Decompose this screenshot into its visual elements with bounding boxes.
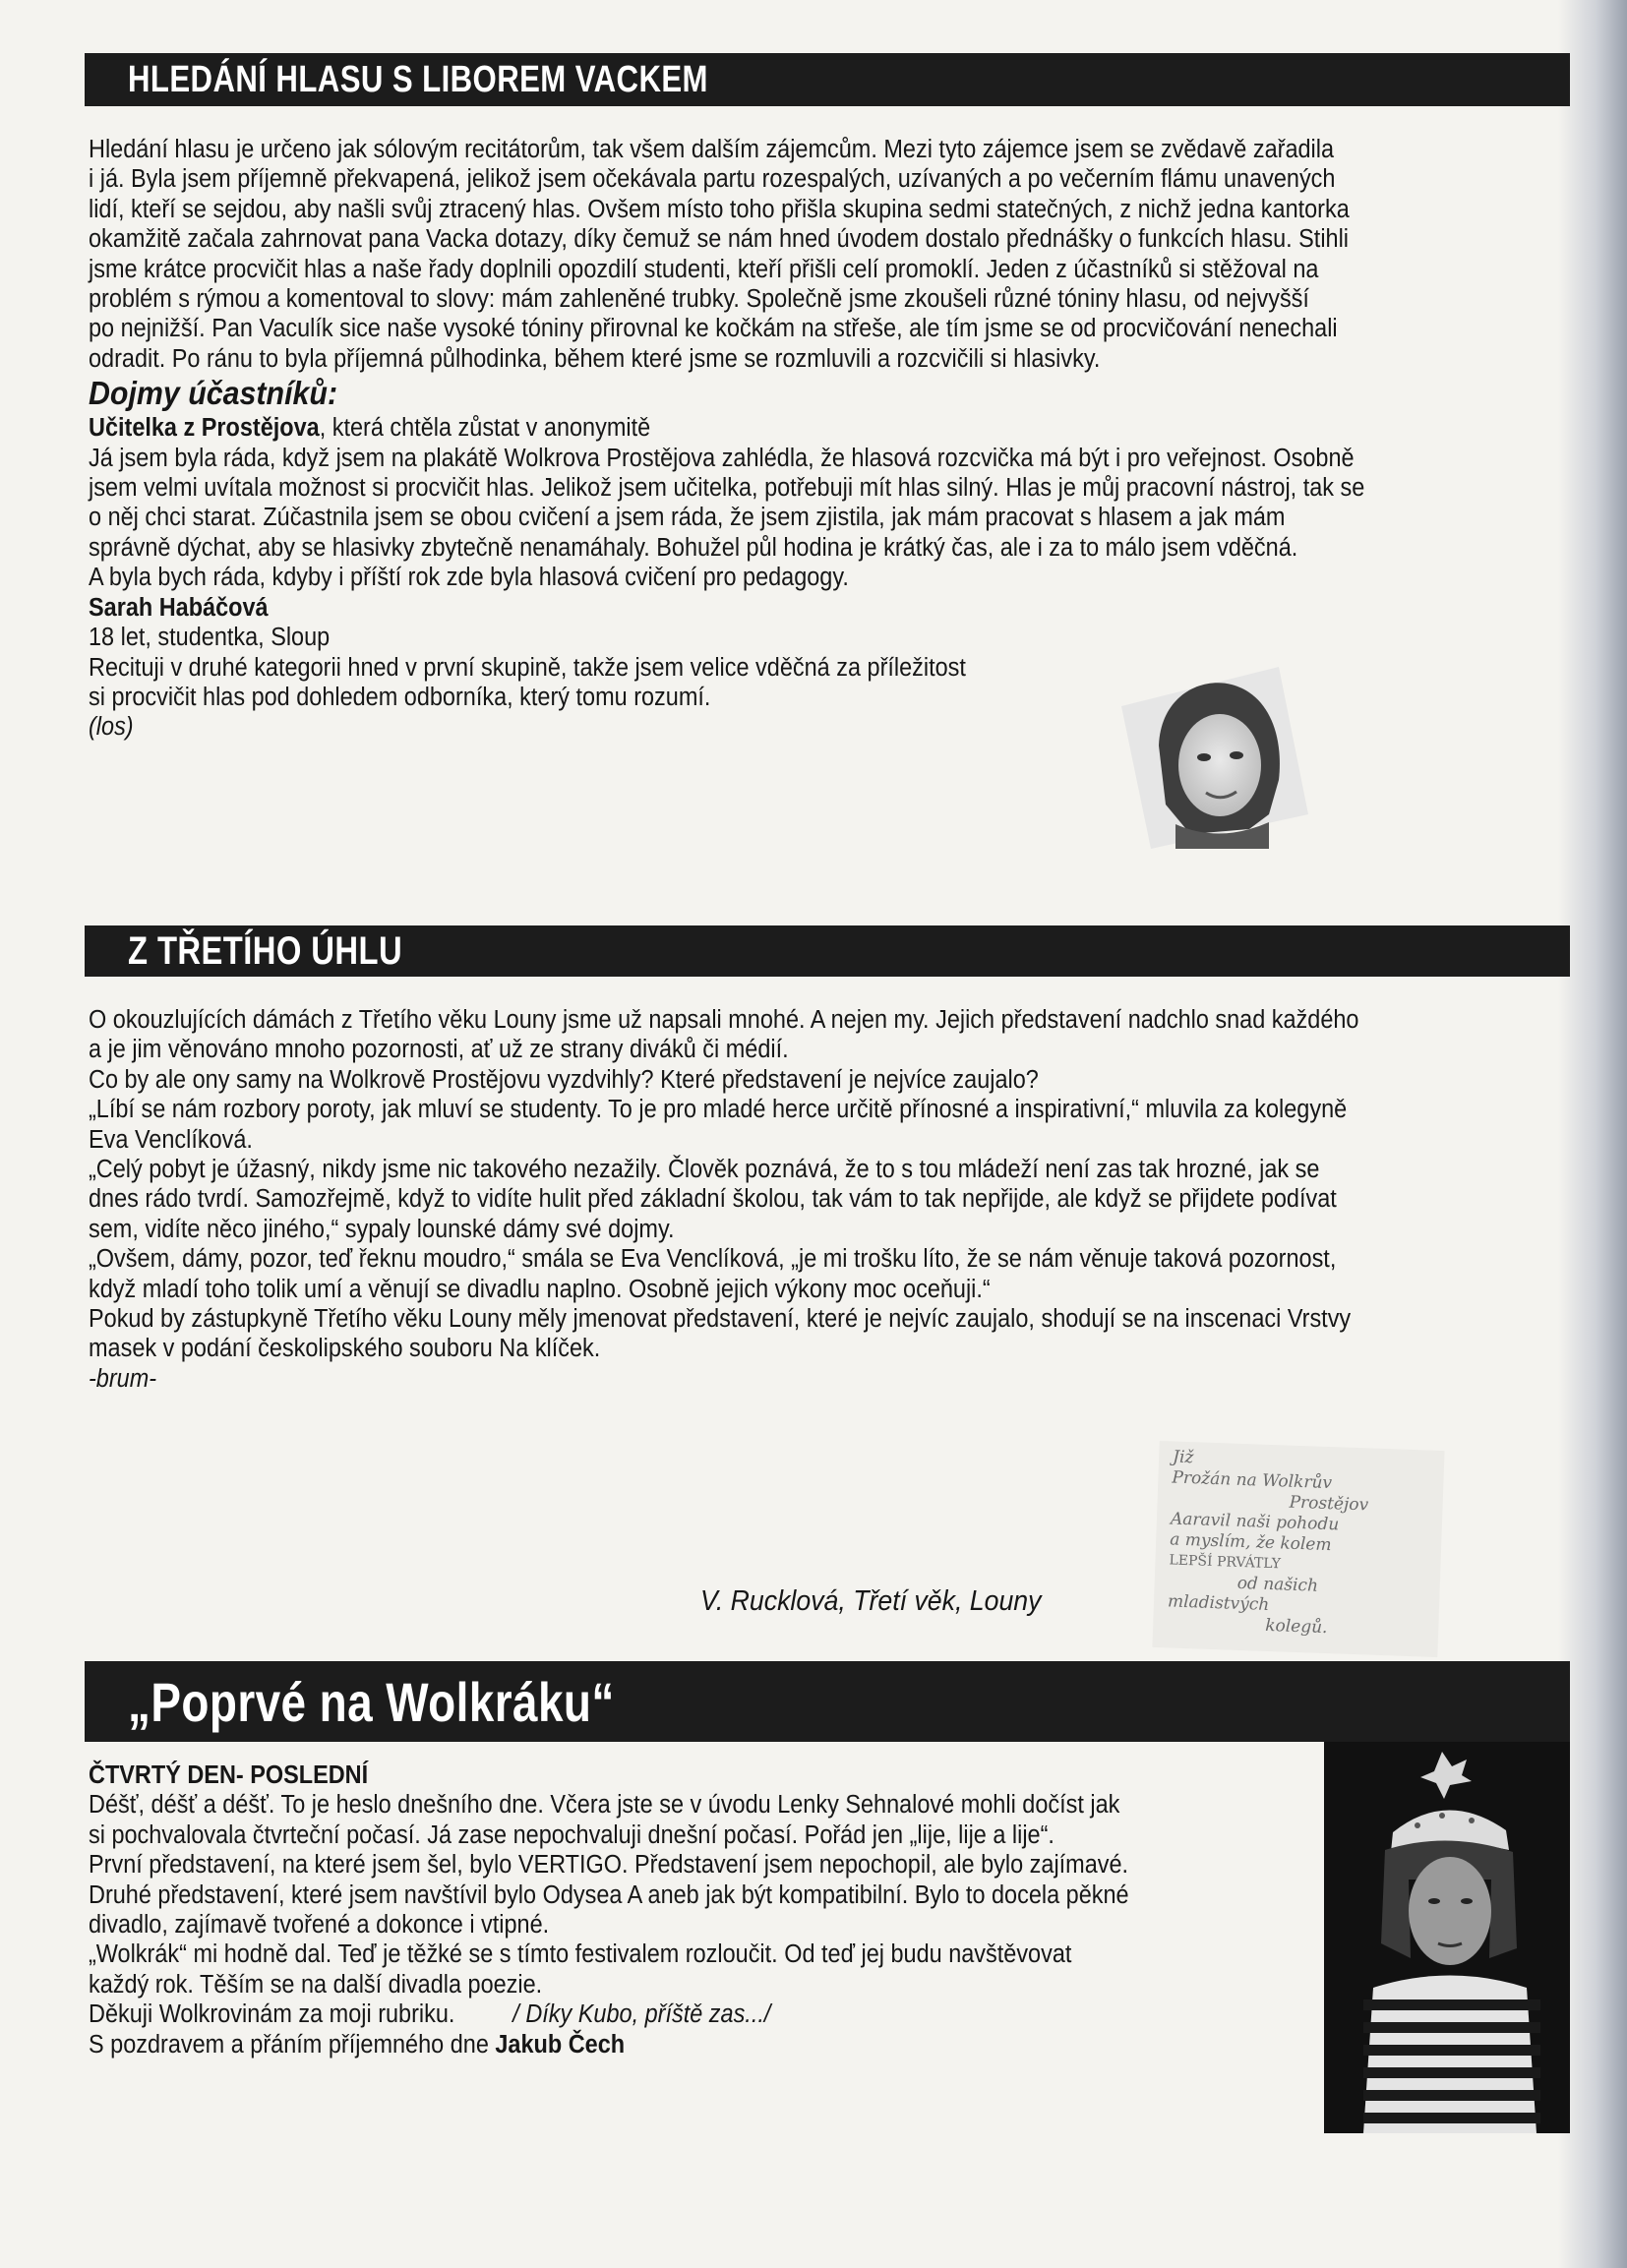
greeting-line <box>89 2030 1129 2059</box>
text-line: První představení, na které jsem šel, bylo VERTIGO. Představení jsem nepochopil, ale bylo zajímavé. <box>89 1851 1129 1880</box>
text-line: a je jim věnováno mnoho pozornosti, ať už ze strany diváků či médií. <box>89 1036 789 1064</box>
text-line: i já. Byla jsem příjemně překvapená, jelikož jsem očekávala partu rozespalých, uzívaných a po večerním flámu unavených <box>89 165 1336 194</box>
note-line: LEPŠÍ PRVÁTLY <box>1169 1552 1282 1573</box>
text-line: si pochvalovala čtvrteční počasí. Já zase nepochvaluji dnešní počasí. Pořád jen „lije, lije a lije“. <box>89 1820 1055 1849</box>
text-line: Já jsem byla ráda, když jsem na plakátě Wolkrova Prostějova zahlédla, že hlasová rozcvička má být i pro veřejnost. Osobně <box>89 444 1355 472</box>
student-info: 18 let, studentka, Sloup <box>89 624 331 652</box>
subtitle: ČTVRTÝ DEN- POSLEDNÍ <box>89 1761 369 1789</box>
text-line: divadlo, zajímavě tvořené a dokonce i vtipné. <box>89 1911 550 1940</box>
text-line: „Ovšem, dámy, pozor, teď řeknu moudro,“ smála se Eva Venclíková, „je mi trošku líto, že se nám věnuje taková pozornost, <box>89 1245 1337 1274</box>
note-line: Prostějov <box>1289 1492 1369 1516</box>
text-line: lidí, kteří se sejdou, aby našli svůj ztracený hlas. Ovšem místo toho přišla skupina sedmi statečných, z nichž jedna kantorka <box>89 195 1350 223</box>
text-line: „Wolkrák“ mi hodně dal. Teď je těžké se s tímto festivalem rozloučit. Od teď jej budu navštěvovat <box>89 1940 1072 1969</box>
section-header-poprve-na-wolkraku <box>85 1661 1570 1742</box>
text-line: A byla bych ráda, kdyby i příští rok zde byla hlasová cvičení pro pedagogy. <box>89 564 849 592</box>
thanks-line <box>89 1999 1129 2029</box>
text-line: „Líbí se nám rozbory poroty, jak mluví se studenty. To je pro mladé herce určitě přínosné a inspirativní,“ mluvila za kolegyně <box>89 1096 1348 1124</box>
teacher-intro-line <box>89 413 1364 443</box>
section-title: „Poprvé na Wolkráku“ <box>128 1670 615 1733</box>
section-title: HLEDÁNÍ HLASU S LIBOREM VACKEM <box>128 58 708 100</box>
text-line: Déšť, déšť a déšť. To je heslo dnešního dne. Včera jste se v úvodu Lenky Sehnalové mohli dočíst jak <box>89 1791 1120 1820</box>
note-line: od našich <box>1236 1573 1319 1596</box>
text-line: Hledání hlasu je určeno jak sólovým recitátorům, tak všem dalším zájemcům. Mezi tyto zájemce jsem se zvědavě zařadila <box>89 136 1335 163</box>
text-line: Recituji v druhé kategorii hned v první skupině, takže jsem velice vděčná za příležitost <box>89 653 966 682</box>
section-header-z-tretiho-uhlu <box>85 925 1570 977</box>
text-line: správně dýchat, aby se hlasivky zbytečně nenamáhaly. Bohužel půl hodina je krátký čas, ale i za to málo jsem vděčná. <box>89 533 1298 562</box>
text-line: problém s rýmou a komentoval to slovy: mám zahleněné trubky. Společně jsme zkoušeli různé tóniny hlasu, od nejvyšší <box>89 285 1309 314</box>
text-line: když mladí toho tolik umí a věnují se divadlu naplno. Osobně jejich výkony moc oceňuji.“ <box>89 1275 991 1303</box>
teacher-intro: , která chtěla zůstat v anonymitě <box>319 414 651 443</box>
text-line: O okouzlujících dámách z Třetího věku Louny jsme už napsali mnohé. A nejen my. Jejich představení nadchlo snad každého <box>89 1006 1359 1034</box>
note-line: Prožán na Wolkrův <box>1172 1467 1333 1494</box>
handwritten-note-image <box>1152 1441 1444 1657</box>
text-line: jsem velmi uvítala možnost si procvičit hlas. Jelikož jsem učitelka, potřebuji mít hlas silný. Hlas je můj pracovní nástroj, tak se <box>89 474 1365 503</box>
author-name: Jakub Čech <box>495 2030 626 2059</box>
note-signature: V. Rucklová, Třetí věk, Louny <box>700 1585 1042 1617</box>
note-line: kolegů. <box>1264 1615 1328 1639</box>
student-name: Sarah Habáčová <box>89 593 269 622</box>
article-hledani-hlasu <box>89 135 1364 743</box>
impressions-heading: Dojmy účastníků: <box>89 375 338 412</box>
text-line: každý rok. Těším se na další divadla poezie. <box>89 1970 543 1999</box>
text-line: masek v podání českolipského souboru Na klíček. <box>89 1335 601 1363</box>
author-byline: -brum- <box>89 1364 157 1393</box>
boy-with-hat-photo <box>1324 1742 1570 2133</box>
note-line: Již <box>1172 1447 1194 1468</box>
article-poprve-na-wolkraku <box>89 1761 1129 2059</box>
text-line: po nejnižší. Pan Vaculík sice naše vysoké tóniny přirovnal ke kočkám na střeše, ale tím jsme se od procvičování nenechali <box>89 315 1338 343</box>
text-line: Eva Venclíková. <box>89 1125 253 1154</box>
student-portrait-photo <box>1121 667 1308 849</box>
text-line: si procvičit hlas pod dohledem odborníka, který tomu rozumí. <box>89 683 711 711</box>
thanks-text: Děkuji Wolkrovinám za moji rubriku. <box>89 2000 455 2029</box>
text-line: Pokud by zástupkyně Třetího věku Louny měly jmenovat představení, které je nejvíc zaujalo, shodují se na inscenaci Vrstvy <box>89 1305 1352 1334</box>
text-line: sem, vidíte něco jiného,“ sypaly lounské dámy své dojmy. <box>89 1215 675 1243</box>
author-byline: (los) <box>89 713 134 742</box>
section-header-hledani-hlasu <box>85 53 1570 106</box>
greeting-text: S pozdravem a přáním příjemného dne <box>89 2030 496 2059</box>
text-line: „Celý pobyt je úžasný, nikdy jsme nic takového nezažily. Člověk poznává, že to s tou mládeží není zas tak hrozné, jak se <box>89 1156 1320 1184</box>
text-line: okamžitě začala zahrnovat pana Vacka dotazy, díky čemuž se nám hned úvodem dostalo přednášky o funkcích hlasu. Stihli <box>89 225 1350 254</box>
editor-reply: / Díky Kubo, příště zas.../ <box>512 2000 771 2029</box>
text-line: Co by ale ony samy na Wolkrově Prostějovu vyzdvihly? Které představení je nejvíce zaujalo? <box>89 1065 1039 1094</box>
section-title: Z TŘETÍHO ÚHLU <box>128 928 403 973</box>
text-line: o něj chci starat. Zúčastnila jsem se obou cvičení a jsem ráda, že jsem zjistila, jak mám pracovat s hlasem a jak mám <box>89 504 1286 532</box>
text-line: dnes rádo tvrdí. Samozřejmě, když to vidíte hulit před základní školou, tak vám to tak nepřijde, ale když se přijdete podívat <box>89 1185 1337 1214</box>
note-line: a myslím, že kolem <box>1169 1529 1332 1556</box>
text-line: jsme krátce procvičit hlas a naše řady doplnili opozdilí studenti, kteří přišli celí promoklí. Jeden z účastníků si stěžoval na <box>89 255 1319 283</box>
teacher-name: Učitelka z Prostějova <box>89 414 320 443</box>
article-z-tretiho-uhlu <box>89 1005 1358 1394</box>
text-line: Druhé představení, které jsem navštívil bylo Odysea A aneb jak být kompatibilní. Bylo to docela pěkné <box>89 1880 1129 1909</box>
note-line: Aaravil naši pohodu <box>1170 1509 1340 1535</box>
note-line: mladistvých <box>1167 1591 1270 1615</box>
text-line: odradit. Po ránu to byla příjemná půlhodinka, během které jsme se rozmluvili a rozcvičili si hlasivky. <box>89 344 1101 373</box>
